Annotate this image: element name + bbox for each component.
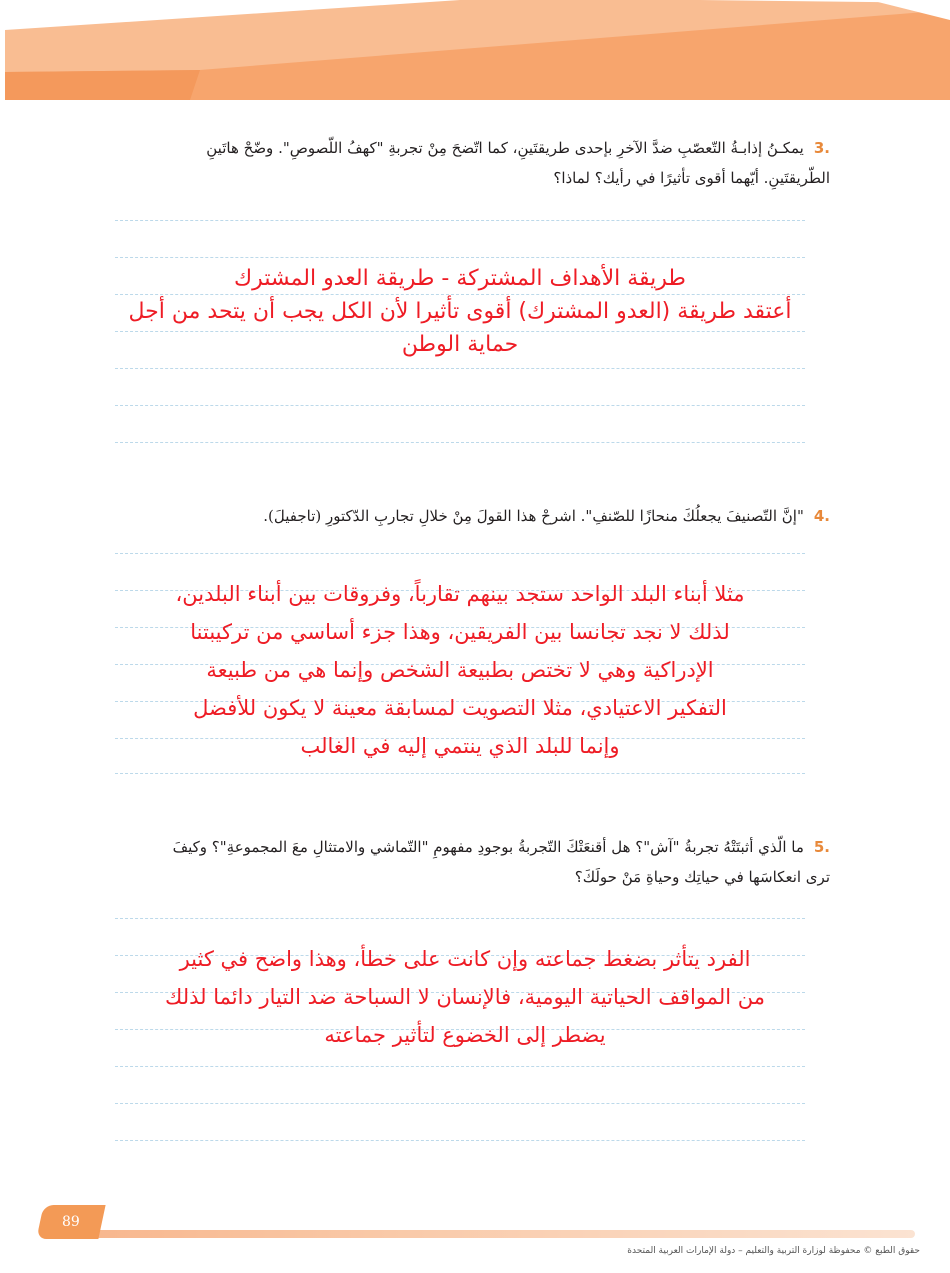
answer-5[interactable] bbox=[95, 940, 835, 1054]
question-3 bbox=[110, 133, 830, 193]
header-banner bbox=[0, 0, 950, 100]
question-text-line: ما الّذي أثبتَتْهُ تجربةُ "آش"؟ هل أقنعَتْكَ التّجربةُ بوجودِ مفهومِ "التّماشي والامتثالِ معَ المجموعةِ"؟ وكيفَ bbox=[172, 838, 804, 856]
answer-text-line: يضطر إلى الخضوع لتأثير جماعته bbox=[324, 1023, 606, 1047]
footer-bar bbox=[40, 1230, 915, 1238]
answer-text-line: من المواقف الحياتية اليومية، فالإنسان لا السباحة ضد التيار دائما لذلك bbox=[165, 985, 765, 1009]
page-number bbox=[36, 1205, 105, 1239]
answer-text-line: التفكير الاعتيادي، مثلا التصويت لمسابقة معينة لا يكون للأفضل bbox=[193, 696, 727, 720]
question-text-line: يمكـنُ إذابـةُ التّعصّبِ ضدَّ الآخرِ بإحدى طريقتَينِ، كما اتّضحَ مِنْ تجربةِ "كهفُ اللّصوصِ". وضّحْ هاتَينِ bbox=[206, 139, 804, 157]
question-text-line: الطّريقتَينِ. أيّهما أقوى تأثيرًا في رأيك؟ لماذا؟ bbox=[553, 169, 830, 187]
copyright-notice: حقوق الطبع © محفوظة لوزارة التربية والتعليم – دولة الإمارات العربية المتحدة bbox=[627, 1246, 920, 1256]
answer-text-line: مثلا أبناء البلد الواحد ستجد بينهم تقارباً، وفروقات بين أبناء البلدين، bbox=[175, 582, 745, 606]
answer-text-line: الفرد يتأثر بضغط جماعته وإن كانت على خطأ، وهذا واضح في كثير bbox=[179, 947, 751, 971]
answer-text-line: وإنما للبلد الذي ينتمي إليه في الغالب bbox=[300, 734, 620, 758]
question-number: .4 bbox=[813, 507, 830, 525]
answer-text-line: لذلك لا نجد تجانسا بين الفريقين، وهذا جزء أساسي من تركيبتنا bbox=[190, 620, 730, 644]
question-4 bbox=[110, 501, 830, 531]
page-number-text: 89 bbox=[62, 1214, 80, 1230]
question-text-line: "إنَّ التّصنيفَ يجعلُكَ منحازًا للصّنفِ". اشرحْ هذا القولَ مِنْ خلالِ تجاربِ الدّكتورِ (تاجفيلَ). bbox=[263, 507, 804, 525]
question-text-line: ترى انعكاسَها في حياتِك وحياةِ مَنْ حولَكَ؟ bbox=[574, 868, 830, 886]
answer-text-line: أعتقد طريقة (العدو المشترك) أقوى تأثيرا لأن الكل يجب أن يتحد من أجل bbox=[128, 299, 792, 324]
question-5 bbox=[110, 832, 830, 892]
answer-text-line: طريقة الأهداف المشتركة - طريقة العدو المشترك bbox=[234, 266, 686, 291]
answer-text-line: حماية الوطن bbox=[401, 332, 519, 357]
answer-4[interactable] bbox=[115, 575, 805, 765]
question-number: .5 bbox=[813, 838, 830, 856]
answer-text-line: الإدراكية وهي لا تختص بطبيعة الشخص وإنما هي من طبيعة bbox=[206, 658, 714, 682]
question-number: .3 bbox=[813, 139, 830, 157]
answer-3[interactable] bbox=[90, 262, 830, 361]
